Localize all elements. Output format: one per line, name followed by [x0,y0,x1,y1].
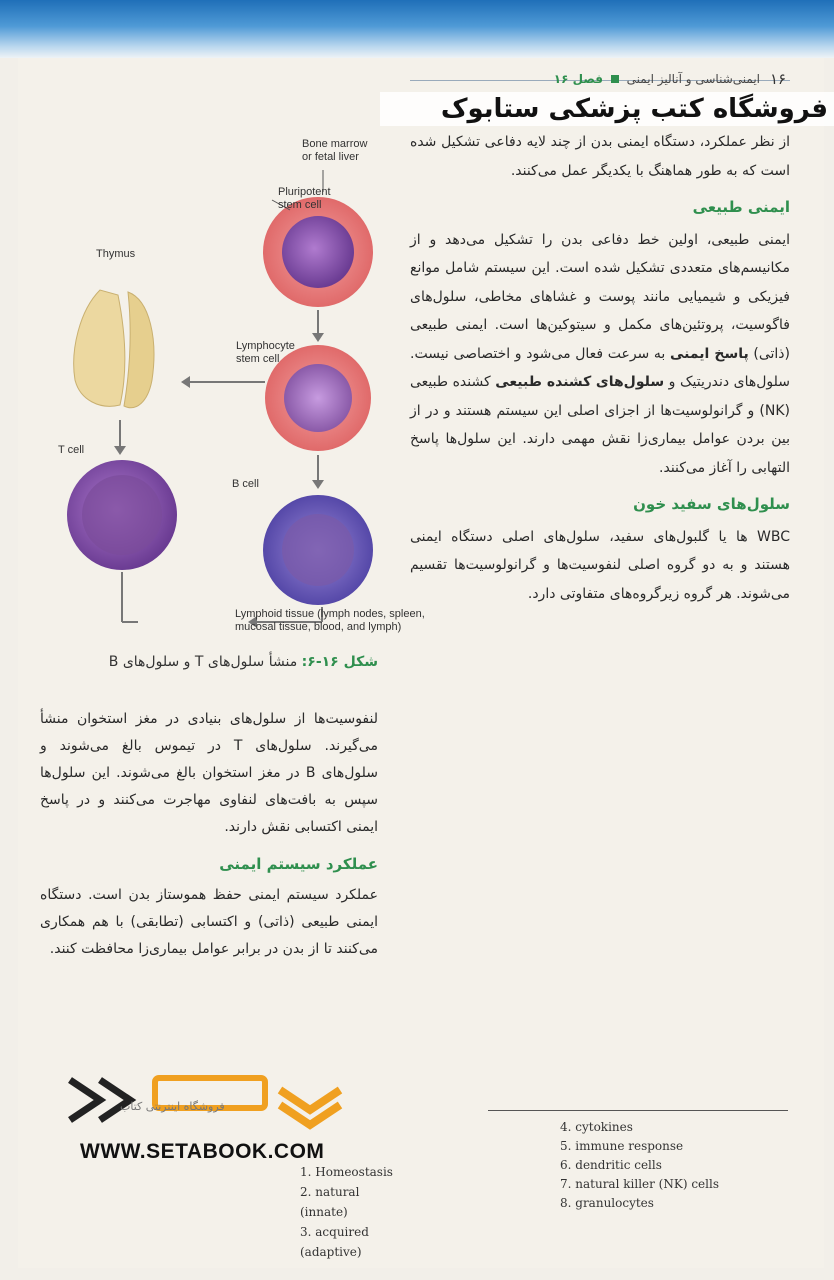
t-cell [67,460,177,570]
right-para-5-text: و گرانولوسیت‌ها از اجزای اصلی این سیستم هستند و در از بین بردن عوامل بیماری‌زا نقش مهمی دارند. این سلول‌ها پاسخ التهابی را آغاز می‌کنند. [410,402,790,476]
b-cell [263,495,373,605]
label-bone-marrow: Bone marrow or fetal liver [302,138,368,163]
pluripotent-stem-cell [263,197,373,307]
running-header [430,72,760,86]
right-para-2-text: ایمنی طبیعی، اولین خط دفاعی بدن را تشکیل می‌دهد و از مکانیسم‌های متعددی تشکیل شده است. این سیستم شامل موانع فیزیکی و شیمیایی مانند پوست و غشاهای مخاطی، سلول‌های فاگوسیت، پروتئین‌های مکمل و سیتوکین‌ها است. ایمنی طبیعی (ذاتی) [410,231,790,362]
term-cells: سلول‌های [595,374,665,390]
top-blue-band [0,0,834,58]
footnotes-left [300,1162,400,1262]
footnote-item: 6. dendritic cells [560,1158,662,1172]
heading-white-blood-cells: سلول‌های سفید خون [633,495,790,513]
label-thymus: Thymus [96,248,136,260]
caption-text: منشأ سلول‌های T و سلول‌های B [108,654,298,670]
site-url: WWW.SETABOOK.COM [80,1140,325,1163]
footnote-item: 3. acquired (adaptive) [300,1225,369,1259]
footnotes-right [560,1118,800,1213]
left-para-1: لنفوسیت‌ها از سلول‌های بنیادی در مغز استخوان منشأ می‌گیرند. سلول‌های T در تیموس بالغ می‌شوند و سلول‌های B در مغز استخوان بالغ می‌شوند. این سلول‌ها سپس به بافت‌های لنفاوی مهاجرت می‌کنند و در پاسخ ایمنی اکتسابی نقش دارند. [40,711,378,835]
heading-immune-function: عملکرد سیستم ایمنی [219,855,378,873]
figure-diagram [40,130,390,650]
green-square-icon [611,75,619,83]
term-immune-response: پاسخ ایمنی [669,345,749,362]
figure-cell-origin [40,130,425,650]
heading-innate-immunity: ایمنی طبیعی [692,198,790,216]
store-title-watermark: فروشگاه کتب پزشکی ستابوک [380,92,834,126]
right-para-4-text: کشنده طبیعی (NK) [410,374,790,419]
caption-tag: شکل ۱۶-۶: [301,654,378,670]
footnote-rule [488,1110,788,1111]
right-para-3-text: به سرعت فعال می‌شود و اختصاصی نیست. سلول‌های دندریتیک و [410,345,791,390]
label-pluripotent: Pluripotent stem cell [278,186,331,211]
running-header-text: ایمنی‌شناسی و آنالیز ایمنی [626,72,760,86]
footnote-item: 1. Homeostasis [300,1165,393,1179]
footnote-item: 7. natural killer (NK) cells [560,1177,719,1191]
right-column [410,128,790,614]
footnote-item: 8. granulocytes [560,1196,654,1210]
figure-caption [40,654,378,670]
left-column [40,706,378,963]
footnote-item: 2. natural (innate) [300,1185,360,1219]
label-lymphoid-tissue: Lymphoid tissue (lymph nodes, spleen, mucosal tissue, blood, and lymph) [235,608,425,633]
right-para-2 [410,226,790,483]
term-nk: کشنده طبیعی [495,374,592,390]
label-b-cell: B cell [232,478,259,490]
footnote-item: 5. immune response [560,1139,684,1153]
right-para-1: از نظر عملکرد، دستگاه ایمنی بدن از چند لایه دفاعی تشکیل شده است که به طور هماهنگ با یکدیگر عمل می‌کنند. [410,134,790,179]
shop-text: فروشگاه اینترنتی کتاب [120,1100,225,1113]
right-para-6: WBC ها یا گلبول‌های سفید، سلول‌های اصلی دستگاه ایمنی هستند و به دو گروه اصلی لنفوسیت‌ها و گرانولوسیت‌ها تقسیم می‌شوند. هر گروه زیرگروه‌های متفاوتی دارد. [410,528,790,602]
left-para-2: عملکرد سیستم ایمنی حفظ هموستاز بدن است. دستگاه ایمنی طبیعی (ذاتی) و اکتسابی (تطابقی) با هم همکاری می‌کنند تا از بدن در برابر عوامل بیماری‌زا محافظت کنند. [40,887,378,957]
label-lymphocyte-stem: Lymphocyte stem cell [236,340,295,365]
thymus-illustration [74,290,154,408]
label-t-cell: T cell [58,444,85,456]
page-number: ۱۶ [770,70,787,88]
chapter-tag: فصل ۱۶ [553,72,604,86]
footnote-item: 4. cytokines [560,1120,633,1134]
